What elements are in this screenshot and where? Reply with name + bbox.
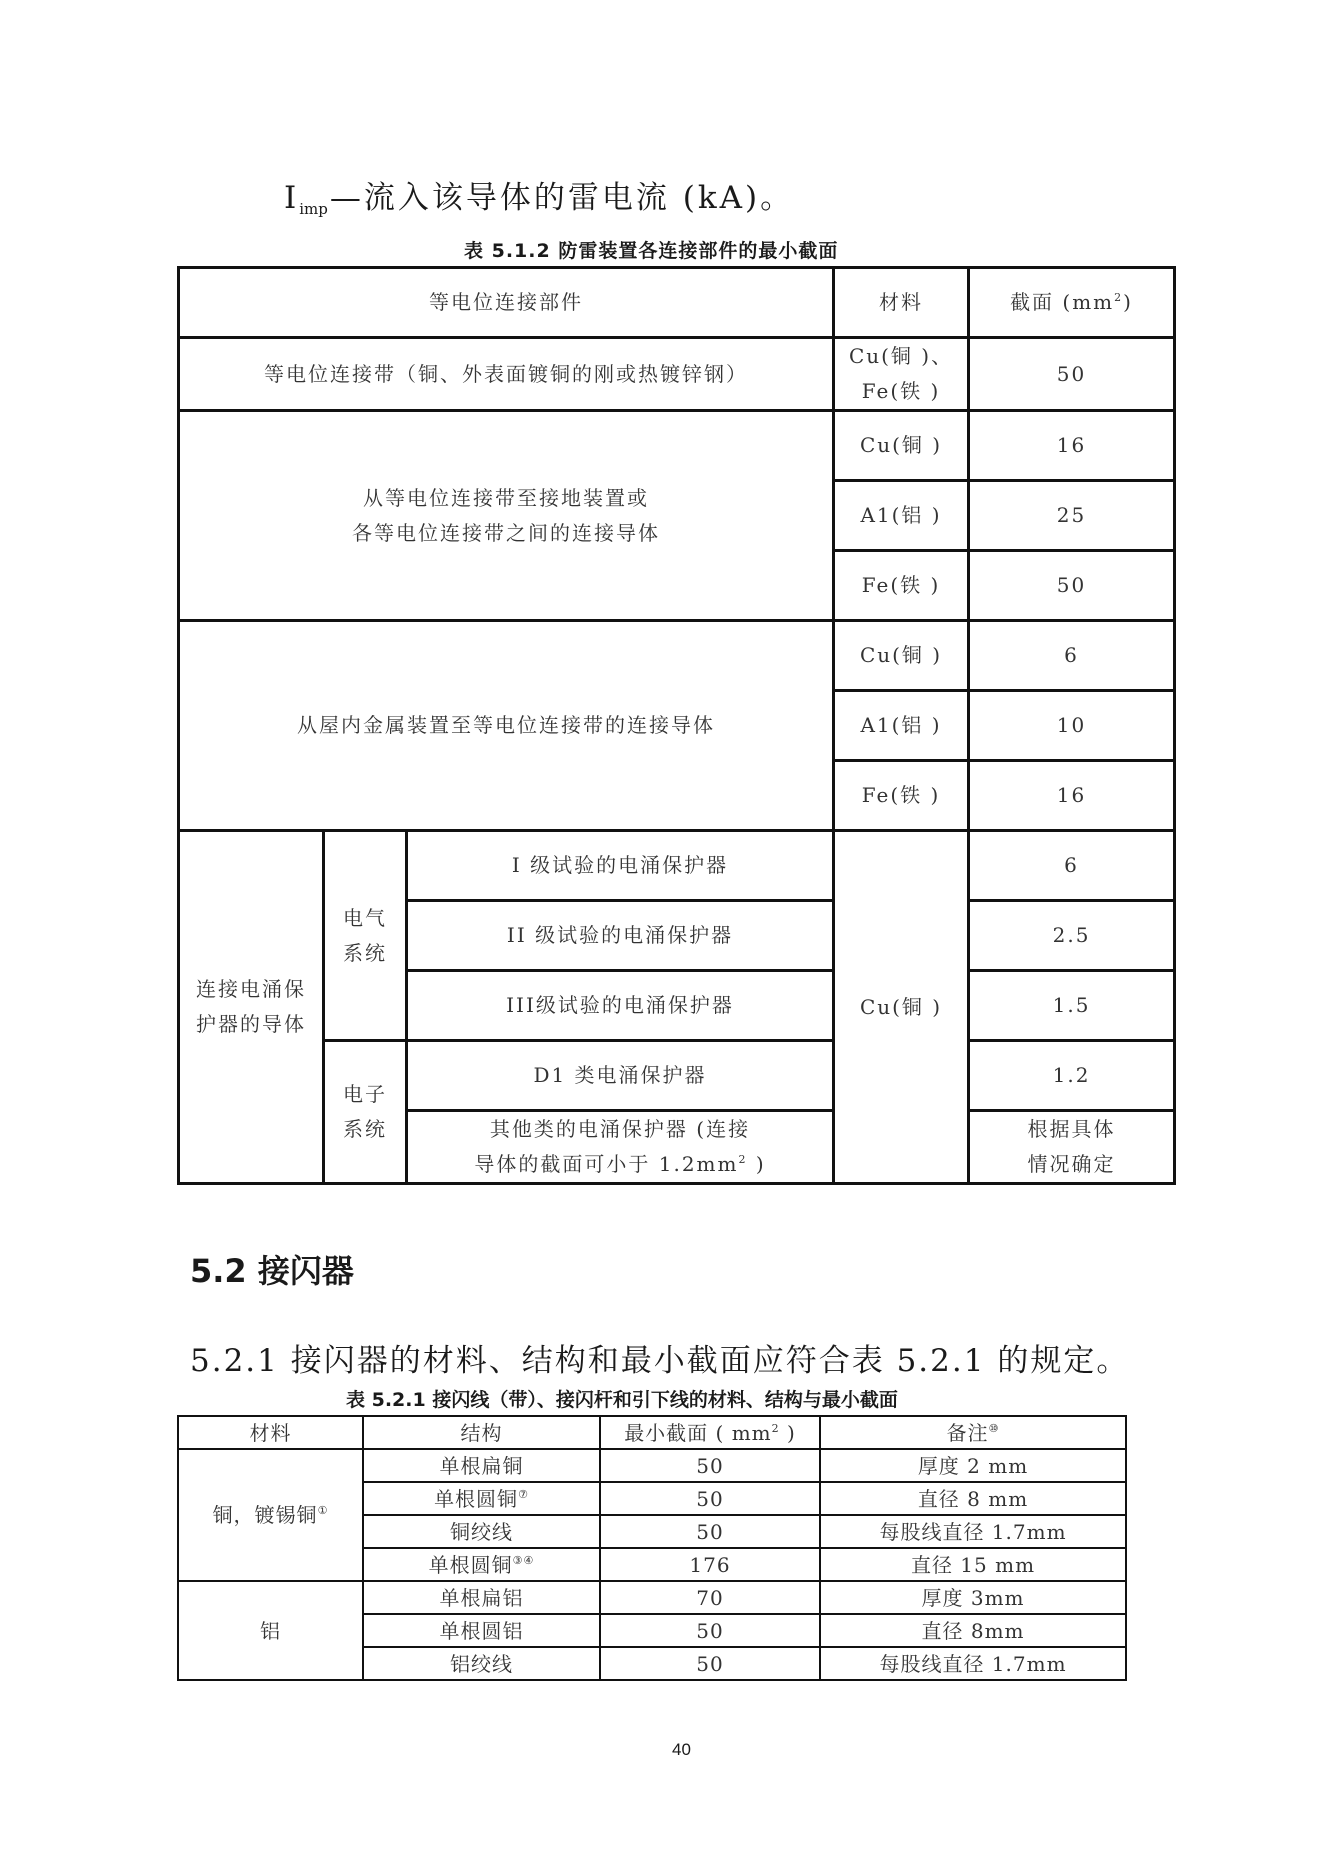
cell-structure: 单根圆铜⑦: [363, 1482, 600, 1515]
cell-component: 等电位连接带（铜、外表面镀铜的刚或热镀锌钢）: [179, 338, 834, 411]
table2-air-termination-materials: [177, 1415, 1127, 1681]
cell-note: 直径 8mm: [820, 1614, 1126, 1647]
cell-section: 25: [969, 481, 1175, 551]
table1-min-cross-section: [177, 266, 1176, 1185]
cell-note: 厚度 2 mm: [820, 1449, 1126, 1482]
table-row: [179, 1041, 1175, 1111]
cell-section: 50: [600, 1482, 820, 1515]
cell-spd-item: II 级试验的电涌保护器: [407, 901, 834, 971]
cell-section: 70: [600, 1581, 820, 1614]
cell-section: 2.5: [969, 901, 1175, 971]
cell-material: A1(铝 ): [834, 481, 969, 551]
cell-section: 6: [969, 831, 1175, 901]
cell-spd-item: 其他类的电涌保护器 (连接 导体的截面可小于 $1.2mm^2$ ): [407, 1111, 834, 1184]
table-row: [179, 621, 1175, 691]
current-symbol: I: [284, 180, 300, 216]
cell-section: 50: [600, 1647, 820, 1680]
cell-material: Cu(铜 ): [834, 411, 969, 481]
cell-section: 1.5: [969, 971, 1175, 1041]
table-row: [179, 831, 1175, 901]
header-material: 材料: [834, 268, 969, 338]
table-row: [179, 411, 1175, 481]
cell-material: Fe(铁 ): [834, 551, 969, 621]
cell-note: 直径 15 mm: [820, 1548, 1126, 1581]
cell-component: 从等电位连接带至接地装置或 各等电位连接带之间的连接导体: [179, 411, 834, 621]
table2-header-row: [178, 1416, 1126, 1449]
header-notes: 备注⑩: [820, 1416, 1126, 1449]
cell-material-aluminum: 铝: [178, 1581, 363, 1680]
cell-note: 直径 8 mm: [820, 1482, 1126, 1515]
header-component: 等电位连接部件: [179, 268, 834, 338]
cell-structure: 单根圆铜③④: [363, 1548, 600, 1581]
cell-spd-item: I 级试验的电涌保护器: [407, 831, 834, 901]
cell-section: 6: [969, 621, 1175, 691]
cell-material: Cu(铜 )、 Fe(铁 ): [834, 338, 969, 411]
cell-spd-group: 连接电涌保 护器的导体: [179, 831, 324, 1184]
table2-caption: 表 5.2.1 接闪线（带）、接闪杆和引下线的材料、结构与最小截面: [346, 1389, 898, 1411]
cell-material: Cu(铜 ): [834, 831, 969, 1184]
clause-paragraph: 5.2.1 接闪器的材料、结构和最小截面应符合表 5.2.1 的规定。: [190, 1343, 1130, 1379]
table1-header-row: [179, 268, 1175, 338]
cell-material-copper: 铜，镀锡铜①: [178, 1449, 363, 1581]
cell-material: Fe(铁 ): [834, 761, 969, 831]
cell-electrical-system: 电气 系统: [324, 831, 407, 1041]
cell-structure: 铜绞线: [363, 1515, 600, 1548]
cell-structure: 单根扁铜: [363, 1449, 600, 1482]
cell-section: 50: [600, 1449, 820, 1482]
header-structure: 结构: [363, 1416, 600, 1449]
page-number: 40: [672, 1740, 691, 1759]
cell-section: 1.2: [969, 1041, 1175, 1111]
cell-section: 176: [600, 1548, 820, 1581]
cell-note: 厚度 3mm: [820, 1581, 1126, 1614]
table-row: [178, 1581, 1126, 1614]
cell-structure: 单根扁铝: [363, 1581, 600, 1614]
cell-note: 每股线直径 1.7mm: [820, 1515, 1126, 1548]
cell-spd-item: D1 类电涌保护器: [407, 1041, 834, 1111]
formula-legend-line: [284, 172, 794, 218]
cell-section: 根据具体 情况确定: [969, 1111, 1175, 1184]
cell-section: 50: [600, 1515, 820, 1548]
cell-spd-item: III级试验的电涌保护器: [407, 971, 834, 1041]
cell-section: 50: [600, 1614, 820, 1647]
cell-section: 50: [969, 338, 1175, 411]
cell-section: 16: [969, 761, 1175, 831]
header-section: 截面 $(mm^2)$: [969, 268, 1175, 338]
current-symbol-subscript: imp: [299, 200, 328, 218]
cell-structure: 铝绞线: [363, 1647, 600, 1680]
cell-structure: 单根圆铝: [363, 1614, 600, 1647]
cell-note: 每股线直径 1.7mm: [820, 1647, 1126, 1680]
cell-section: 50: [969, 551, 1175, 621]
cell-material: A1(铝 ): [834, 691, 969, 761]
cell-material: Cu(铜 ): [834, 621, 969, 691]
table-row: [178, 1449, 1126, 1482]
table-row: [179, 338, 1175, 411]
cell-section: 10: [969, 691, 1175, 761]
header-material: 材料: [178, 1416, 363, 1449]
cell-component: 从屋内金属装置至等电位连接带的连接导体: [179, 621, 834, 831]
table1-caption: 表 5.1.2 防雷装置各连接部件的最小截面: [464, 240, 839, 262]
cell-electronic-system: 电子 系统: [324, 1041, 407, 1184]
cell-section: 16: [969, 411, 1175, 481]
current-description: —流入该导体的雷电流 (kA)。: [329, 180, 795, 216]
header-min-section: 最小截面 ( $mm^2$ ): [600, 1416, 820, 1449]
section-heading: 5.2 接闪器: [190, 1252, 354, 1290]
